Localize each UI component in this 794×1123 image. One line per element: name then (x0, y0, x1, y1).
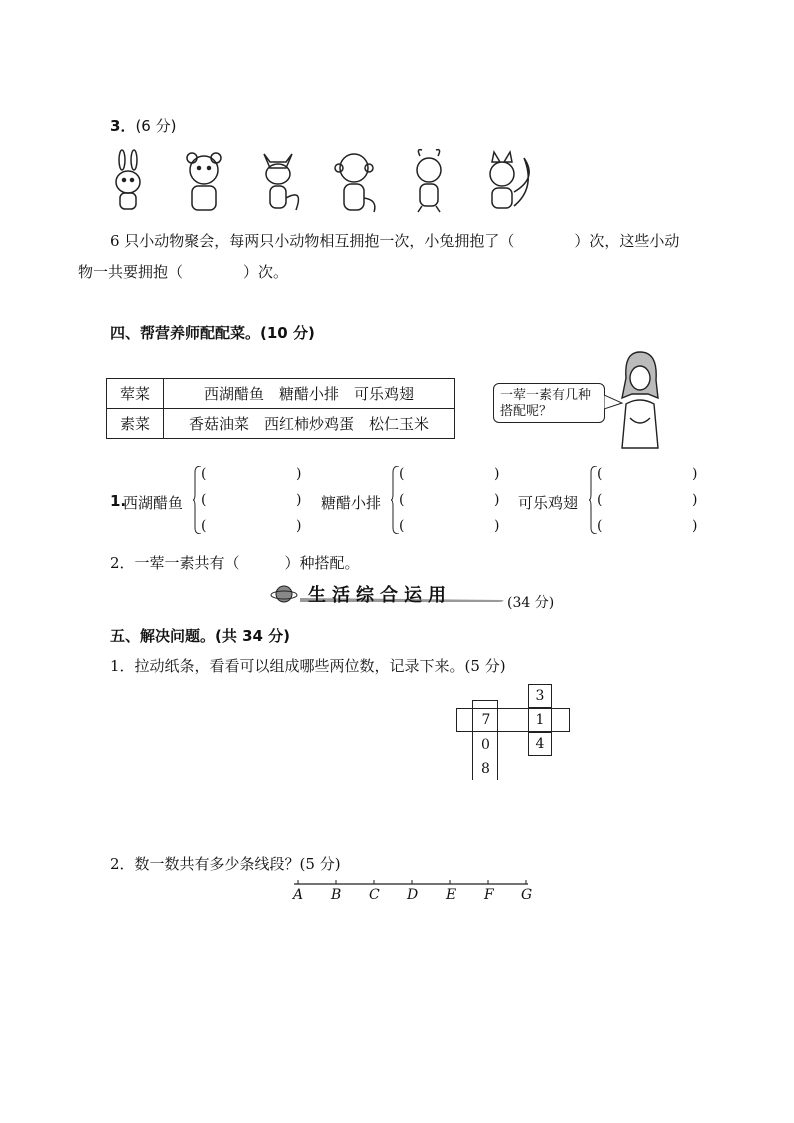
answer-blank: ) (296, 518, 302, 534)
animals-illustration (108, 148, 548, 216)
answer-blank[interactable]: ( (399, 518, 405, 534)
answer-blank: ) (692, 466, 698, 482)
brace-icon (391, 466, 399, 534)
strip-cell: 1 (528, 708, 552, 732)
answer-blank: ) (296, 492, 302, 508)
point-label: B (331, 887, 342, 903)
answer-blank: ) (494, 518, 500, 534)
table-row (107, 409, 455, 439)
answer-blank[interactable]: ( (399, 466, 405, 482)
answer-blank[interactable]: ( (201, 492, 207, 508)
dishes-meat: 西湖醋鱼 糖醋小排 可乐鸡翅 (164, 379, 455, 409)
answer-blank: ) (296, 466, 302, 482)
point-label: G (521, 887, 533, 903)
answer-blank: ) (692, 492, 698, 508)
section5-title: 五、解决问题。(共 34 分) (110, 627, 291, 645)
point-label: D (407, 887, 419, 903)
dishes-veg: 香菇油菜 西红柿炒鸡蛋 松仁玉米 (164, 409, 455, 439)
section5-q1: 1．拉动纸条，看看可以组成哪些两位数，记录下来。(5 分) (110, 657, 506, 675)
banner-score: (34 分) (507, 595, 555, 611)
teacher-icon (618, 348, 662, 458)
point-label: E (446, 887, 457, 903)
brace-icon (193, 466, 201, 534)
brace-icon (589, 466, 597, 534)
strip-cell: 3 (528, 684, 552, 708)
answer-blank[interactable]: ( (597, 466, 603, 482)
point-label: F (484, 887, 494, 903)
q3-number: 3．(6 分) (110, 117, 177, 135)
category-veg: 素菜 (107, 409, 164, 439)
answer-blank[interactable]: ( (201, 466, 207, 482)
point-label: C (369, 887, 380, 903)
item-xihu: 西湖醋鱼 (123, 494, 184, 512)
q3-line2: 物一共要拥抱（ ）次。 (78, 263, 289, 281)
section5-q2: 2．数一数共有多少条线段？(5 分) (110, 855, 341, 873)
q3-line1: 6 只小动物聚会，每两只小动物相互拥抱一次，小兔拥抱了（ ）次，这些小动 (110, 232, 680, 250)
point-label: A (293, 887, 304, 903)
section4-title: 四、帮营养师配配菜。(10 分) (110, 324, 315, 342)
bear-icon (187, 153, 221, 210)
category-meat: 荤菜 (107, 379, 164, 409)
squirrel-icon (490, 152, 529, 208)
answer-blank[interactable]: ( (201, 518, 207, 534)
q1-number: 1. (110, 492, 127, 510)
rabbit-icon (116, 150, 140, 209)
strip-cell: 7 (474, 708, 498, 732)
speech-bubble: 一荤一素有几种搭配呢？ (493, 383, 605, 423)
answer-blank: ) (692, 518, 698, 534)
strip-cell: 8 (481, 761, 490, 777)
strip-cell: 4 (528, 732, 552, 756)
banner-title: 生活综合运用 (308, 585, 452, 606)
item-tangcu: 糖醋小排 (321, 494, 382, 512)
answer-blank[interactable]: ( (399, 492, 405, 508)
answer-blank: ) (494, 492, 500, 508)
goat-icon (417, 150, 441, 212)
menu-table (106, 378, 455, 439)
strip-cell: 0 (481, 737, 490, 753)
monkey-icon (335, 154, 375, 212)
strip-frame (552, 708, 570, 732)
table-row (107, 379, 455, 409)
item-kele: 可乐鸡翅 (518, 494, 579, 512)
fox-icon (264, 154, 298, 210)
answer-blank[interactable]: ( (597, 492, 603, 508)
section4-q2: 2．一荤一素共有（ ）种搭配。 (110, 554, 360, 572)
strip-frame (498, 708, 528, 732)
answer-blank[interactable]: ( (597, 518, 603, 534)
planet-icon (271, 586, 297, 602)
answer-blank: ) (494, 466, 500, 482)
